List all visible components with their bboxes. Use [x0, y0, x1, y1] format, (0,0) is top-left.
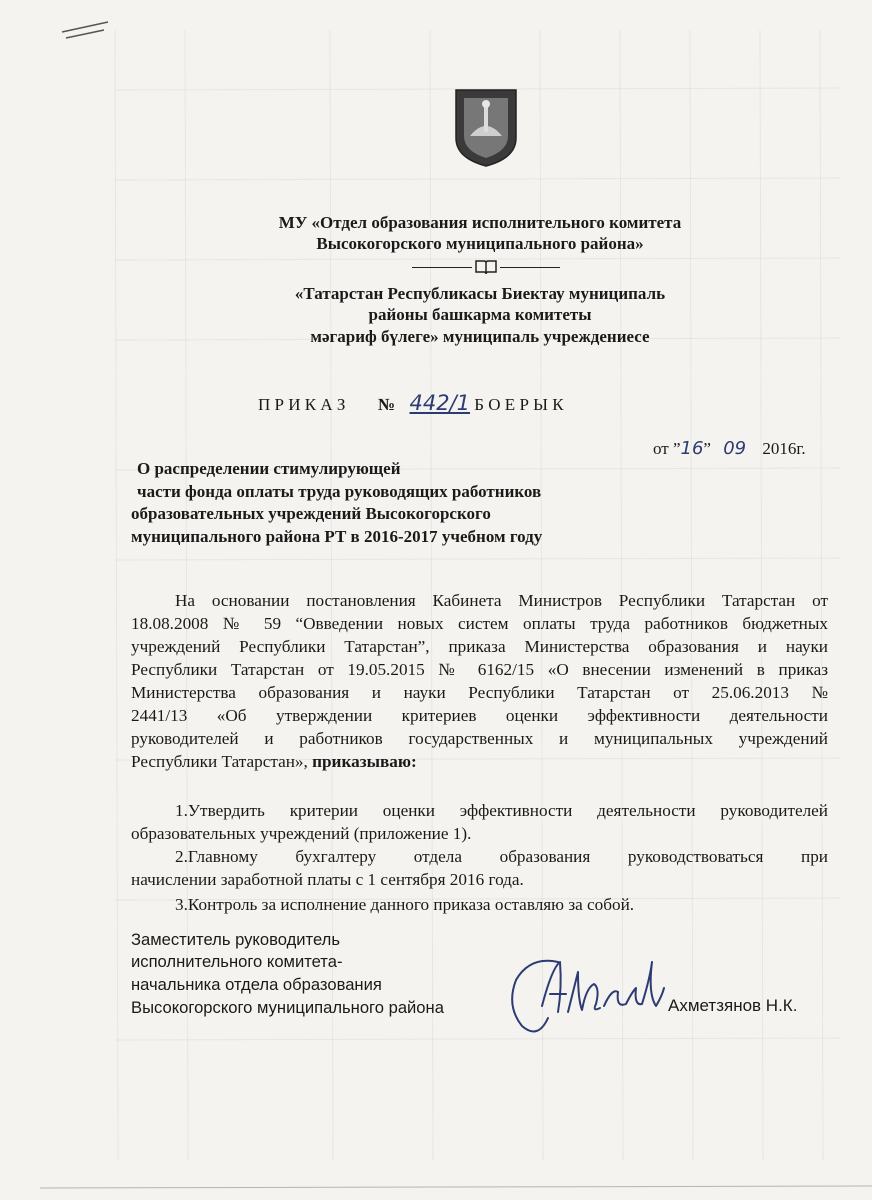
header-divider	[412, 258, 560, 276]
preamble-last-text: Республики Татарстан»,	[131, 752, 308, 772]
order-word-boerek: Б О Е Р Ы К	[474, 395, 564, 414]
signatory-title-line3: начальника отдела образования	[131, 975, 382, 994]
org-name-tt-line1: «Татарстан Республикасы Биектау муниципаль	[294, 284, 666, 303]
org-name-ru-line2: Высокогорского муниципального района»	[316, 234, 644, 253]
handwritten-signature	[500, 948, 670, 1043]
date-month: 09	[723, 438, 747, 459]
preamble-line: 18.08.2008 № 59 “Овведении новых систем оплаты труда работников бюджетных	[131, 614, 828, 634]
preamble-line: учреждений Республики Татарстан”, приказа Министерства образования и науки	[131, 637, 828, 657]
preamble-line: На основании постановления Кабинета Министров Республики Татарстан от	[175, 591, 828, 611]
date-quote: ”	[703, 439, 711, 458]
org-name-tt-line3: мәгариф бүлеге» муниципаль учреждениесе	[310, 327, 650, 346]
item-2-line2: начислении заработной платы с 1 сентября 2016 года.	[131, 870, 524, 890]
signatory-title-line4: Высокогорского муниципального района	[131, 998, 444, 1017]
order-word-prikaz: П Р И К А З	[258, 395, 346, 414]
order-date	[653, 438, 806, 460]
org-name-ru-line1: МУ «Отдел образования исполнительного комитета	[278, 213, 682, 232]
preamble-last-line	[131, 751, 828, 773]
item-1-line2: образовательных учреждений (приложение 1).	[131, 824, 472, 844]
order-number: 442/1	[409, 391, 471, 415]
date-prefix: от ”	[653, 439, 681, 458]
date-day: 16	[680, 438, 704, 459]
signatory-title-line2: исполнительного комитета-	[131, 952, 343, 971]
item-3: 3.Контроль за исполнение данного приказа оставляю за собой.	[175, 895, 635, 915]
coat-of-arms-icon	[454, 88, 518, 168]
order-title-line2: части фонда оплаты труда руководящих работников	[137, 482, 542, 501]
date-year: 2016г.	[762, 439, 806, 458]
signatory-name: Ахметзянов Н.К.	[668, 996, 798, 1015]
order-heading	[258, 392, 564, 416]
order-number-sign: №	[377, 395, 395, 414]
order-title-line4: муниципального района РТ в 2016-2017 учебном году	[131, 527, 543, 546]
preamble-line: 2441/13 «Об утверждении критериев оценки эффективности деятельности	[131, 706, 828, 726]
order-directive: приказываю:	[312, 752, 417, 772]
preamble-line: Республики Татарстан от 19.05.2015 № 6162/15 «О внесении изменений в приказ	[131, 660, 828, 680]
org-name-tt-line2: районы башкарма комитеты	[368, 305, 592, 324]
preamble-line: Министерства образования и науки Республики Татарстан от 25.06.2013 №	[131, 683, 828, 703]
order-title-line3: образовательных учреждений Высокогорского	[131, 504, 491, 523]
order-title-line1: О распределении стимулирующей	[137, 459, 401, 478]
open-book-icon	[475, 259, 497, 275]
item-1-line1: 1.Утвердить критерии оценки эффективности деятельности руководителей	[175, 801, 828, 821]
item-2-line1: 2.Главному бухгалтеру отдела образования руководствоваться при	[175, 847, 828, 867]
preamble-line: руководителей и работников государственных и муниципальных учреждений	[131, 729, 828, 749]
signatory-title-line1: Заместитель руководитель	[131, 930, 340, 949]
